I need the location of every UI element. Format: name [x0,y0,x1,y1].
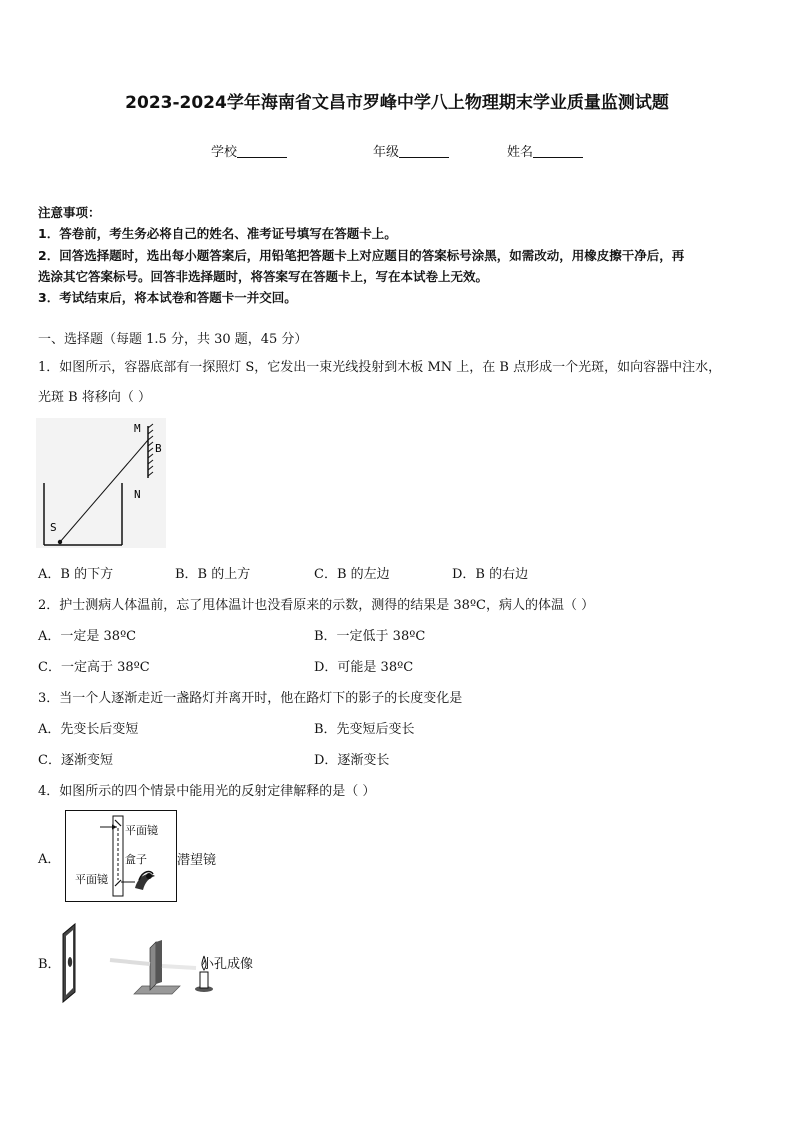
notice-item: 选涂其它答案标号。回答非选择题时，将答案写在答题卡上，写在本试卷上无效。 [38,269,489,284]
section-heading: 一、选择题（每题 1.5 分，共 30 题，45 分） [38,332,308,347]
box-label: 盒子 [125,853,147,866]
bottom-mirror-label: 平面镜 [75,873,108,886]
school-label: 学校 [211,145,238,160]
question-2: 2．护士测病人体温前，忘了甩体温计也没看原来的示数，测得的结果是 38ºC，病人的体温（ ） [38,598,595,613]
q3-option-c[interactable]: C．逐渐变短 [38,753,113,768]
q1-figure [36,418,166,548]
pinhole-figure [60,918,220,1008]
question-3: 3．当一个人逐渐走近一盏路灯并离开时，他在路灯下的影子的长度变化是 [38,691,463,706]
notice-item: 2．回答选择题时，选出每小题答案后，用铅笔把答题卡上对应题目的答案标号涂黑，如需改动，用橡皮擦干净后，再 [38,248,685,263]
q2-option-d[interactable]: D．可能是 38ºC [314,660,414,675]
inverted-image-icon [68,957,72,967]
q2-option-b[interactable]: B．一定低于 38ºC [314,629,426,644]
notice-item: 1．答卷前，考生务必将自己的姓名、准考证号填写在答题卡上。 [38,226,397,241]
page-title: 2023-2024学年海南省文昌市罗峰中学八上物理期末学业质量监测试题 [125,93,669,113]
q4-option-a-letter[interactable]: A． [38,852,61,867]
school-field[interactable] [211,141,287,160]
name-blank[interactable] [533,144,583,158]
notice-item: 3．考试结束后，将本试卷和答题卡一并交回。 [38,290,297,305]
periscope-caption: 潜望镜 [177,853,217,868]
q3-option-b[interactable]: B．先变短后变长 [314,722,415,737]
q1-option-b[interactable]: B．B 的上方 [175,567,251,582]
grade-blank[interactable] [399,144,449,158]
question-4: 4．如图所示的四个情景中能用光的反射定律解释的是（ ） [38,784,376,799]
label-s: S [50,521,57,534]
q2-option-c[interactable]: C．一定高于 38ºC [38,660,150,675]
q3-option-d[interactable]: D．逐渐变长 [314,753,390,768]
name-label: 姓名 [507,145,534,160]
pinhole-caption: 小孔成像 [201,957,254,972]
q1-option-a[interactable]: A．B 的下方 [38,567,114,582]
q2-option-a[interactable]: A．一定是 38ºC [38,629,137,644]
grade-label: 年级 [373,145,400,160]
label-m: M [134,422,141,435]
q4-option-b-letter[interactable]: B． [38,957,61,972]
label-b: B [155,442,162,455]
grade-field[interactable] [373,141,449,160]
q1-option-c[interactable]: C．B 的左边 [314,567,390,582]
q1-option-d[interactable]: D．B 的右边 [452,567,529,582]
name-field[interactable] [507,141,583,160]
q3-option-a[interactable]: A．先变长后变短 [38,722,139,737]
periscope-figure [65,810,177,902]
label-n: N [134,488,141,501]
top-mirror-label: 平面镜 [125,824,158,837]
school-blank[interactable] [237,144,287,158]
notice-heading: 注意事项： [38,205,101,220]
question-1-line1: 1．如图所示，容器底部有一探照灯 S，它发出一束光线投射到木板 MN 上，在 B 点形成一个光斑，如向容器中注水， [38,360,722,375]
question-1-line2: 光斑 B 将移向（ ） [38,390,151,405]
